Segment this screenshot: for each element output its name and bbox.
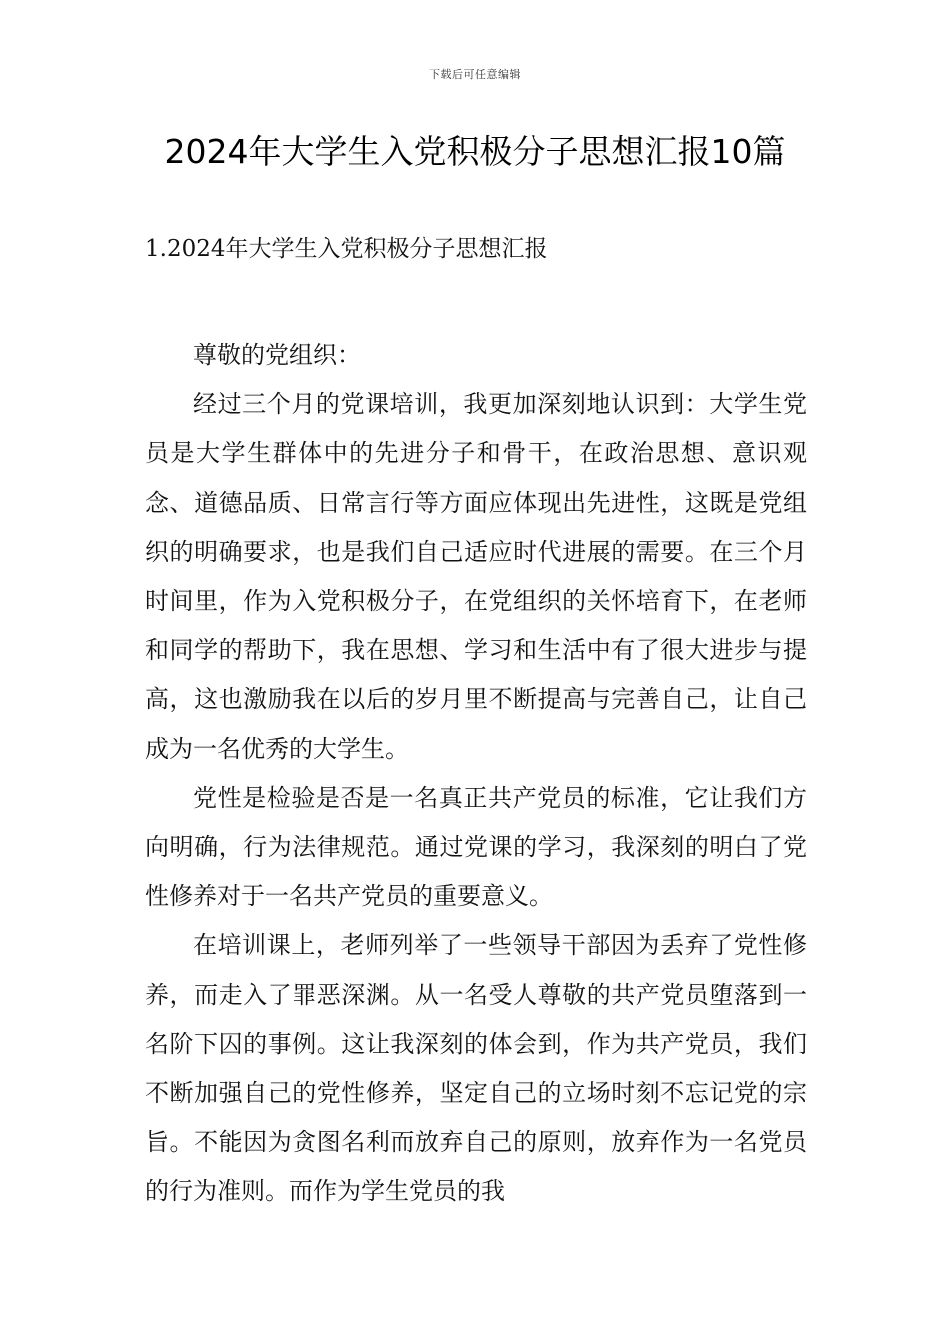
document-title: 2024年大学生入党积极分子思想汇报10篇 (164, 132, 786, 171)
document-body (145, 331, 807, 1217)
section-heading: 1.2024年大学生入党积极分子思想汇报 (145, 236, 548, 262)
header-note: 下载后可任意编辑 (429, 68, 521, 81)
body-paragraph: 经过三个月的党课培训，我更加深刻地认识到：大学生党员是大学生群体中的先进分子和骨干，在政治思想、意识观念、道德品质、日常言行等方面应体现出先进性，这既是党组织的明确要求，也是我们自己适应时代进展的需要。在三个月时间里，作为入党积极分子，在党组织的关怀培育下，在老师和同学的帮助下，我在思想、学习和生活中有了很大进步与提高，这也激励我在以后的岁月里不断提高与完善自己，让自己成为一名优秀的大学生。 (145, 390, 807, 763)
salutation: 尊敬的党组织： (193, 341, 361, 369)
body-paragraph: 在培训课上，老师列举了一些领导干部因为丢弃了党性修养，而走入了罪恶深渊。从一名受人尊敬的共产党员堕落到一名阶下囚的事例。这让我深刻的体会到，作为共产党员，我们不断加强自己的党性修养，坚定自己的立场时刻不忘记党的宗旨。不能因为贪图名利而放弃自己的原则，放弃作为一名党员的行为准则。而作为学生党员的我 (145, 931, 807, 1206)
body-paragraph: 党性是检验是否是一名真正共产党员的标准，它让我们方向明确，行为法律规范。通过党课的学习，我深刻的明白了党性修养对于一名共产党员的重要意义。 (145, 783, 807, 911)
